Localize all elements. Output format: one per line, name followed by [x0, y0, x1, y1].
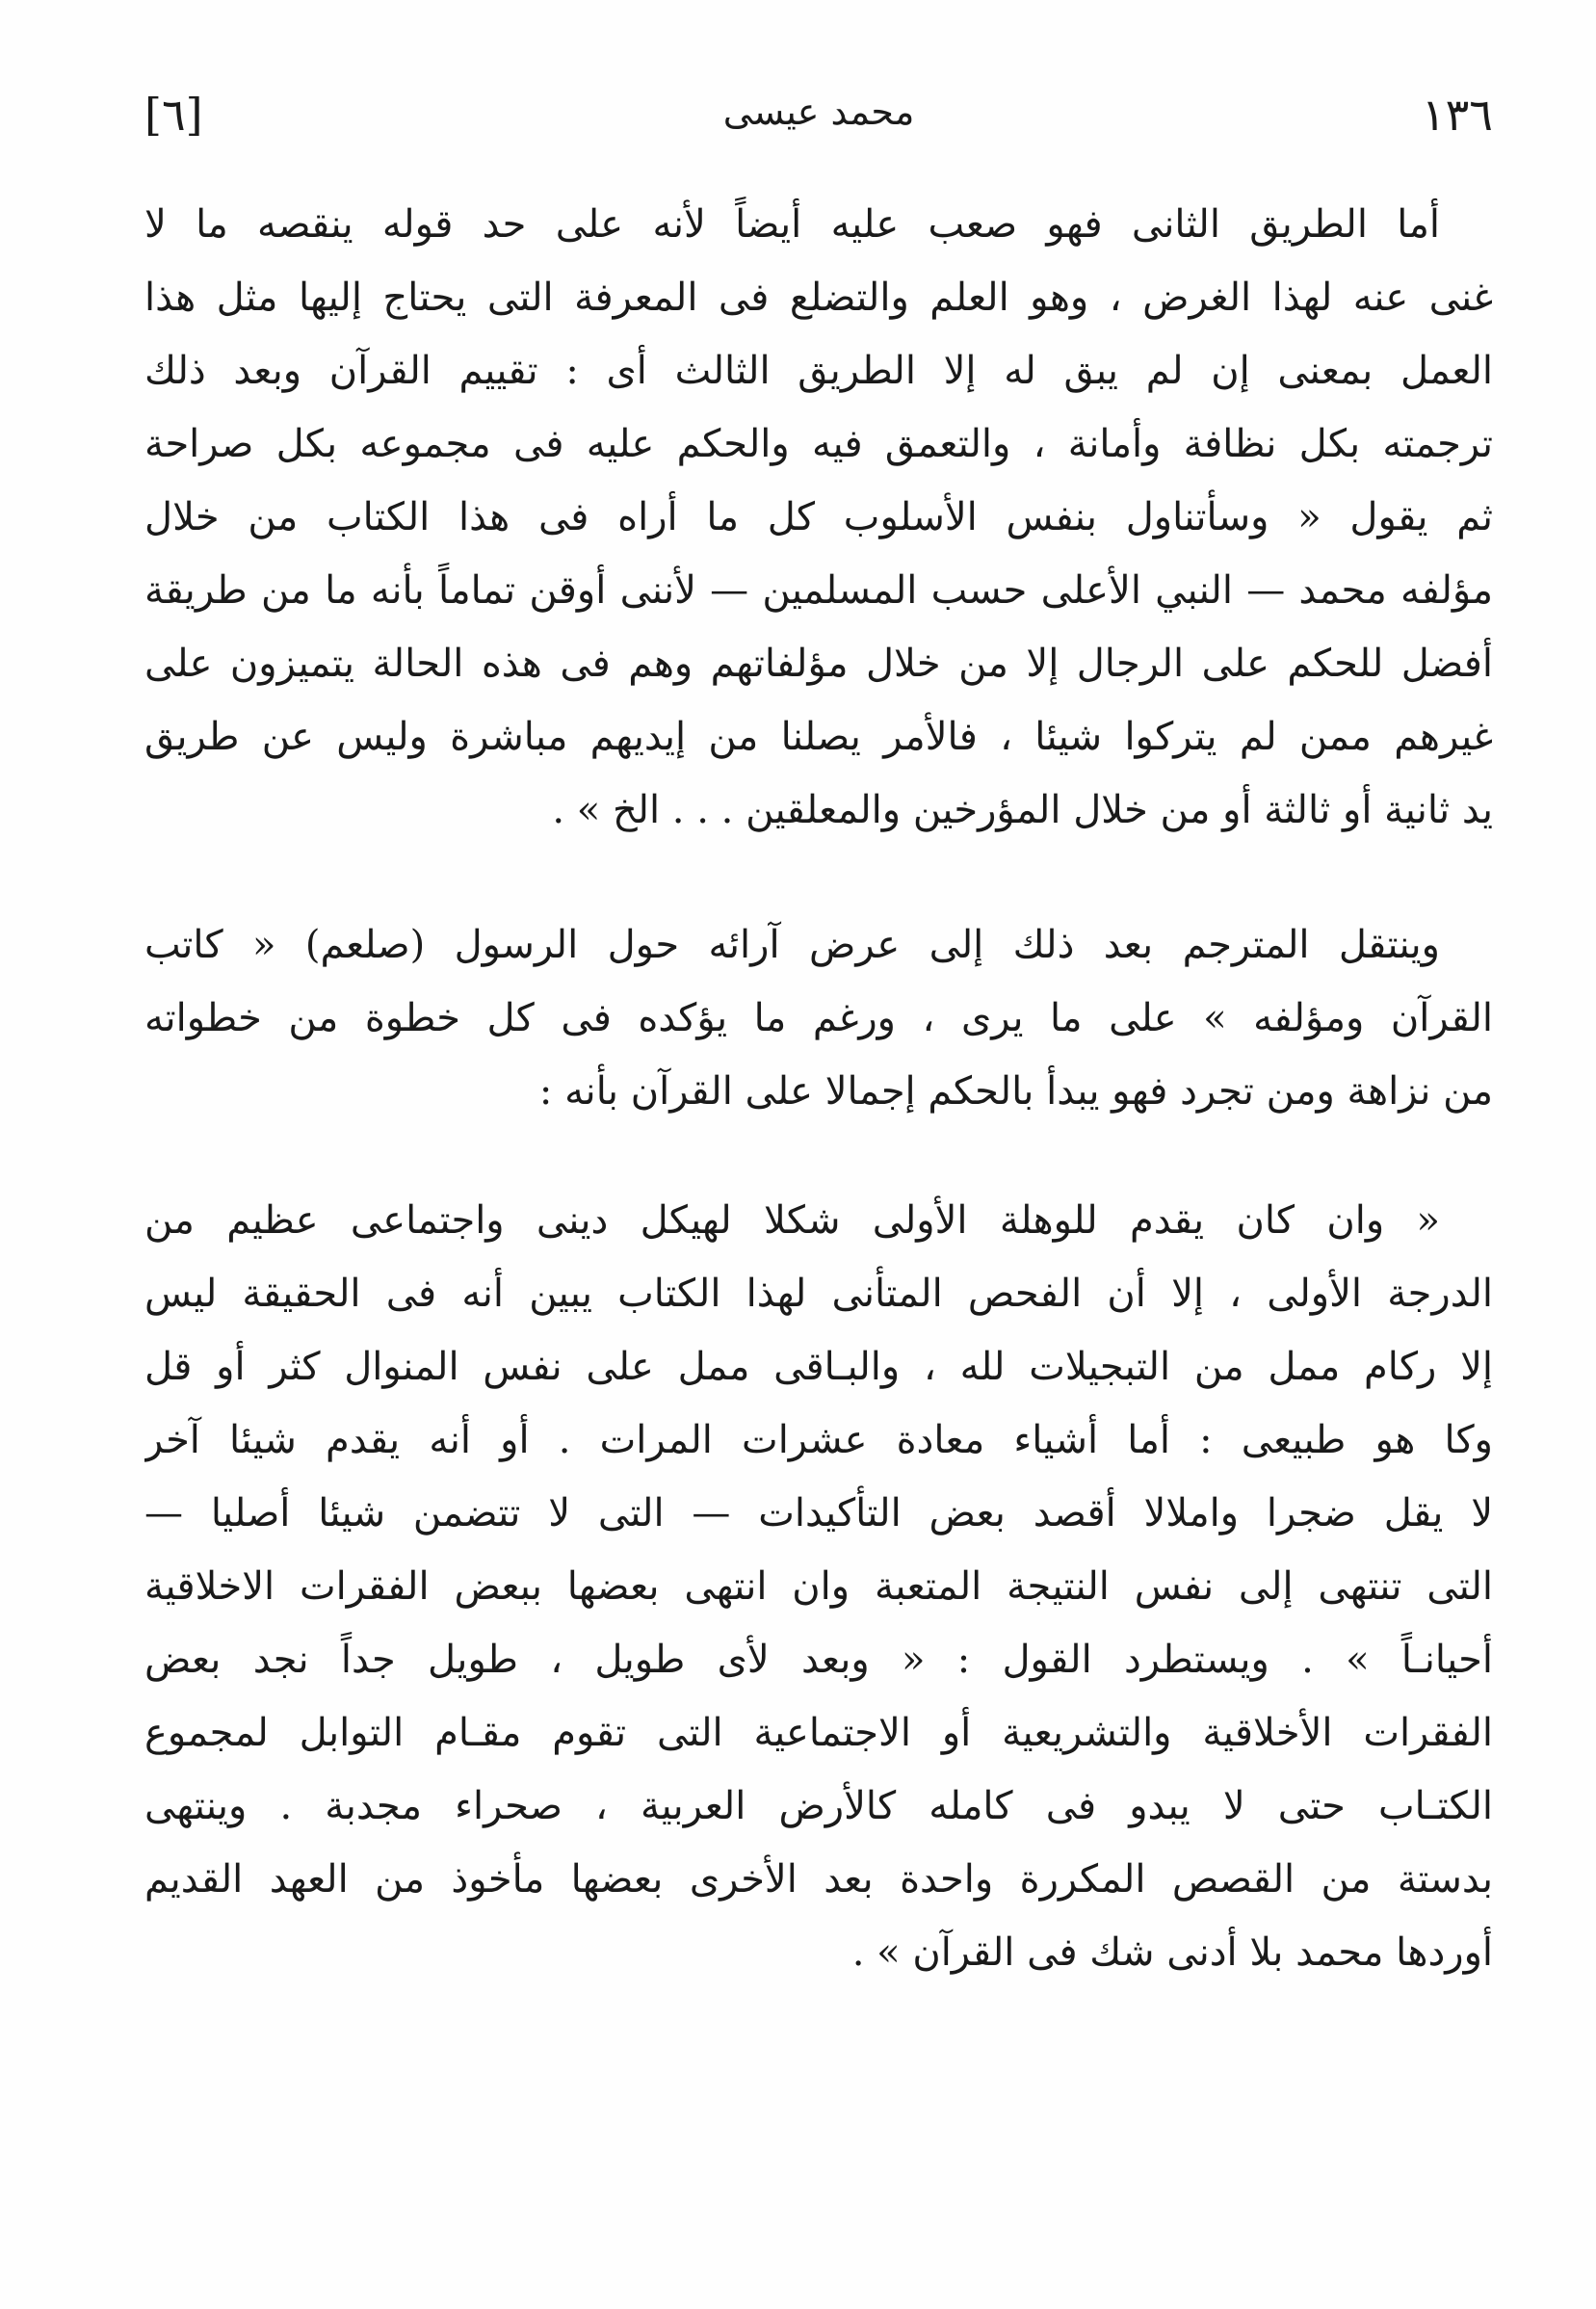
- paragraph-3: [144, 1184, 1493, 1989]
- text-line: مؤلفه محمد — النبي الأعلى حسب المسلمين — لأننى أوقن تماماً بأنه ما من طريقة: [144, 568, 1493, 613]
- text-line: أفضل للحكم على الرجال إلا من خلال مؤلفاتهم وهم فى هذه الحالة يتميزون على: [144, 642, 1493, 686]
- text-line: غيرهم ممن لم يتركوا شيئا ، فالأمر يصلنا من إيديهم مباشرة وليس عن طريق: [144, 715, 1493, 759]
- text-line: يد ثانية أو ثالثة أو من خلال المؤرخين والمعلقين . . . الخ » .: [552, 788, 1493, 832]
- text-line: العمل بمعنى إن لم يبق له إلا الطريق الثالث أى : تقييم القرآن وبعد ذلك: [144, 349, 1493, 393]
- text-line: أحيانـاً » . ويستطرد القول : « وبعد لأى طويل ، طويل جداً نجد بعض: [144, 1638, 1493, 1682]
- page-number: ١٣٦: [1421, 89, 1493, 141]
- paragraph-gap: [144, 1128, 1493, 1184]
- text-line: أما الطريق الثانى فهو صعب عليه أيضاً لأنه على حد قوله ينقصه ما لا: [144, 202, 1440, 247]
- text-line: أوردها محمد بلا أدنى شك فى القرآن » .: [851, 1930, 1493, 1975]
- body-text: [144, 188, 1493, 1989]
- text-line: وكا هو طبيعى : أما أشياء معادة عشرات المرات . أو أنه يقدم شيئا آخر: [144, 1418, 1493, 1462]
- paragraph-gap: [144, 847, 1493, 908]
- running-head: [144, 89, 1493, 156]
- text-line: وينتقل المترجم بعد ذلك إلى عرض آرائه حول الرسول (صلعم) « كاتب: [144, 923, 1440, 967]
- text-line: ثم يقول « وسأتناول بنفس الأسلوب كل ما أراه فى هذا الكتاب من خلال: [144, 495, 1493, 539]
- text-line: التى تنتهى إلى نفس النتيجة المتعبة وان انتهى بعضها ببعض الفقرات الاخلاقية: [144, 1564, 1493, 1609]
- text-line: الدرجة الأولى ، إلا أن الفحص المتأنى لهذا الكتاب يبين أنه فى الحقيقة ليس: [144, 1272, 1493, 1316]
- text-line: بدستة من القصص المكررة واحدة بعد الأخرى بعضها مأخوذ من العهد القديم: [144, 1857, 1493, 1902]
- running-title: محمد عيسى: [722, 91, 915, 133]
- section-number: [٦]: [144, 89, 203, 141]
- text-line: لا يقل ضجرا واملالا أقصد بعض التأكيدات — التى لا تتضمن شيئا أصليا —: [144, 1491, 1493, 1535]
- text-line: غنى عنه لهذا الغرض ، وهو العلم والتضلع فى المعرفة التى يحتاج إليها مثل هذا: [144, 276, 1493, 320]
- text-line: من نزاهة ومن تجرد فهو يبدأ بالحكم إجمالا على القرآن بأنه :: [538, 1069, 1493, 1114]
- text-line: ترجمته بكل نظافة وأمانة ، والتعمق فيه والحكم عليه فى مجموعه بكل صراحة: [144, 422, 1493, 466]
- text-line: الكتـاب حتى لا يبدو فى كامله كالأرض العربية ، صحراء مجدبة . وينتهى: [144, 1784, 1493, 1828]
- paragraph-2: [144, 908, 1493, 1128]
- text-line: الفقرات الأخلاقية والتشريعية أو الاجتماعية التى تقوم مقـام التوابل لمجموع: [144, 1711, 1493, 1755]
- text-line: « وان كان يقدم للوهلة الأولى شكلا لهيكل دينى واجتماعى عظيم من: [144, 1198, 1440, 1243]
- paragraph-1: [144, 188, 1493, 847]
- text-line: القرآن ومؤلفه » على ما يرى ، ورغم ما يؤكده فى كل خطوة من خطواته: [144, 996, 1493, 1040]
- text-line: إلا ركام ممل من التبجيلات لله ، والبـاقى ممل على نفس المنوال كثر أو قل: [144, 1345, 1493, 1389]
